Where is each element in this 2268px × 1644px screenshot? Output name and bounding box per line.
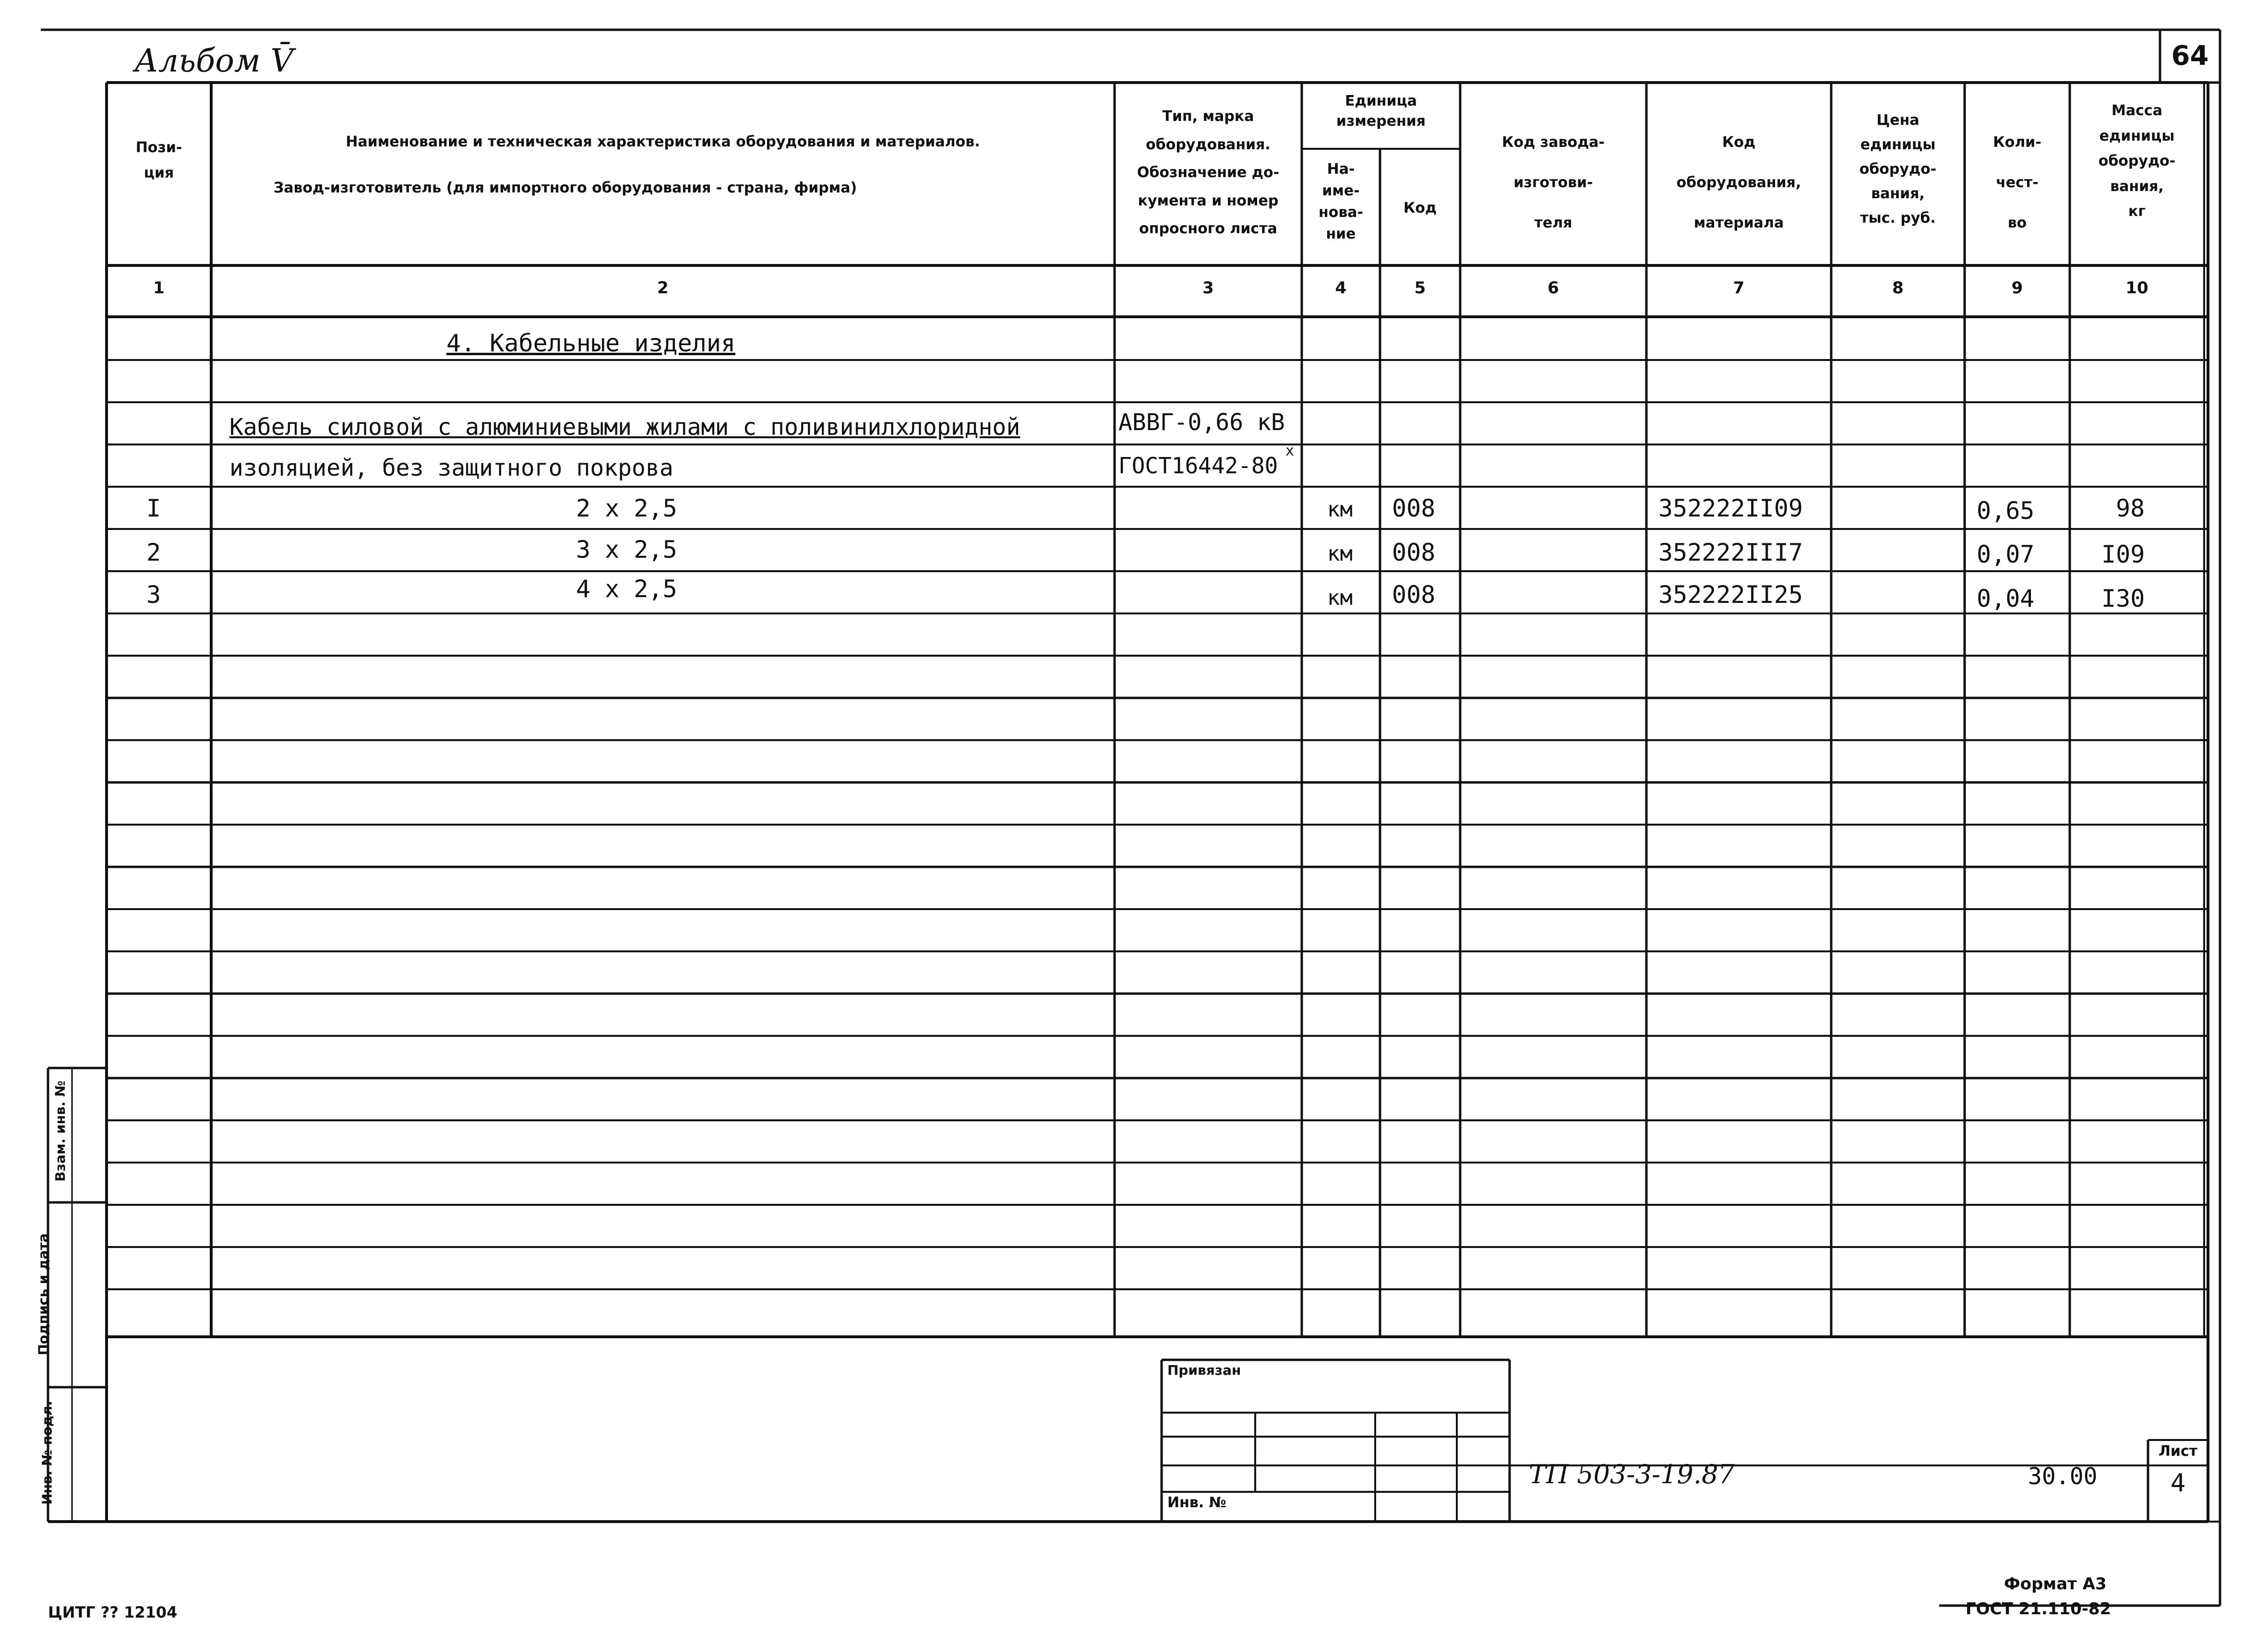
page-number: 64 xyxy=(2171,40,2209,72)
row-unit: км xyxy=(1327,497,1353,522)
column-number-7: 7 xyxy=(1733,278,1745,298)
row-quantity: 0,65 xyxy=(1977,497,2035,525)
header-name-line2: Завод-изготовитель (для импортного оборудования - страна, фирма) xyxy=(274,180,857,196)
row-equipment-code: 352222II09 xyxy=(1658,494,1803,522)
item-description-line2: изоляцией, без защитного покрова xyxy=(229,455,673,481)
column-number-1: 1 xyxy=(153,278,165,298)
row-name: 3 x 2,5 xyxy=(576,536,677,564)
stamp-original-inventory: Инв. № подл. xyxy=(39,1401,55,1505)
document-code: ТП 503-3-19.87 xyxy=(1529,1459,1735,1489)
section-code: 30.00 xyxy=(2028,1463,2098,1490)
row-unit-code: 008 xyxy=(1392,581,1436,609)
header-name-line1: Наименование и техническая характеристика оборудования и материалов. xyxy=(346,133,980,150)
row-mass: I30 xyxy=(2101,585,2145,612)
header-unit-group: Единица измерения xyxy=(1336,93,1426,130)
inventory-number-label: Инв. № xyxy=(1167,1494,1226,1511)
column-number-5: 5 xyxy=(1414,278,1426,298)
row-position: 3 xyxy=(146,581,161,609)
row-unit-code: 008 xyxy=(1392,494,1436,522)
footer-gost: ГОСТ 21.110-82 xyxy=(1966,1599,2112,1619)
item-standard-mark: х xyxy=(1285,443,1295,459)
linked-label: Привязан xyxy=(1167,1362,1241,1378)
row-name: 4 x 2,5 xyxy=(576,575,677,603)
row-position: I xyxy=(146,494,161,522)
footer-format: Формат А3 xyxy=(2004,1574,2107,1594)
row-equipment-code: 352222II25 xyxy=(1658,581,1803,609)
sheet-label: Лист xyxy=(2158,1443,2198,1460)
row-position: 2 xyxy=(146,539,161,566)
row-unit: км xyxy=(1327,586,1353,610)
stamp-replaced-inventory: Взам. инв. № xyxy=(52,1080,68,1182)
row-mass: 98 xyxy=(2116,494,2145,522)
header-mass: Масса единицы оборудо- вания, кг xyxy=(2098,102,2176,220)
row-unit: км xyxy=(1327,541,1353,566)
sheet-number: 4 xyxy=(2170,1469,2186,1498)
column-number-3: 3 xyxy=(1202,278,1214,298)
column-number-8: 8 xyxy=(1892,278,1904,298)
column-number-9: 9 xyxy=(2011,278,2023,298)
footer-print-code: ЦИТГ ?? 12104 xyxy=(48,1603,178,1621)
item-description-line1: Кабель силовой с алюминиевыми жилами с поливинилхлоридной xyxy=(229,414,1020,441)
header-factory-code: Код завода- изготови- теля xyxy=(1502,134,1605,231)
row-equipment-code: 352222III7 xyxy=(1658,539,1803,566)
item-standard: ГОСТ16442-80 xyxy=(1118,453,1278,479)
column-number-10: 10 xyxy=(2125,278,2148,298)
header-unit-code: Код xyxy=(1403,200,1437,216)
header-quantity: Коли- чест- во xyxy=(1993,134,2041,231)
stamp-signature-date: Подпись и дата xyxy=(35,1233,51,1356)
row-quantity: 0,07 xyxy=(1977,540,2035,568)
row-quantity: 0,04 xyxy=(1977,585,2035,612)
header-price: Цена единицы оборудо- вания, тыс. руб. xyxy=(1859,112,1937,227)
column-number-4: 4 xyxy=(1335,278,1347,298)
row-unit-code: 008 xyxy=(1392,539,1436,566)
album-label: Альбом V̄ xyxy=(134,42,294,79)
section-title: 4. Кабельные изделия xyxy=(446,329,736,357)
column-number-2: 2 xyxy=(657,278,669,298)
header-equipment-code: Код оборудования, материала xyxy=(1676,134,1801,231)
row-name: 2 x 2,5 xyxy=(576,494,677,522)
column-number-6: 6 xyxy=(1548,278,1559,298)
header-type: Тип, марка оборудования. Обозначение до- кумента и номер опросного листа xyxy=(1137,108,1280,237)
row-mass: I09 xyxy=(2101,540,2145,568)
header-unit-name: На- име- нова- ние xyxy=(1318,161,1364,242)
header-position: Пози- ция xyxy=(135,139,182,181)
item-type: АВВГ-0,66 кВ xyxy=(1118,409,1285,436)
